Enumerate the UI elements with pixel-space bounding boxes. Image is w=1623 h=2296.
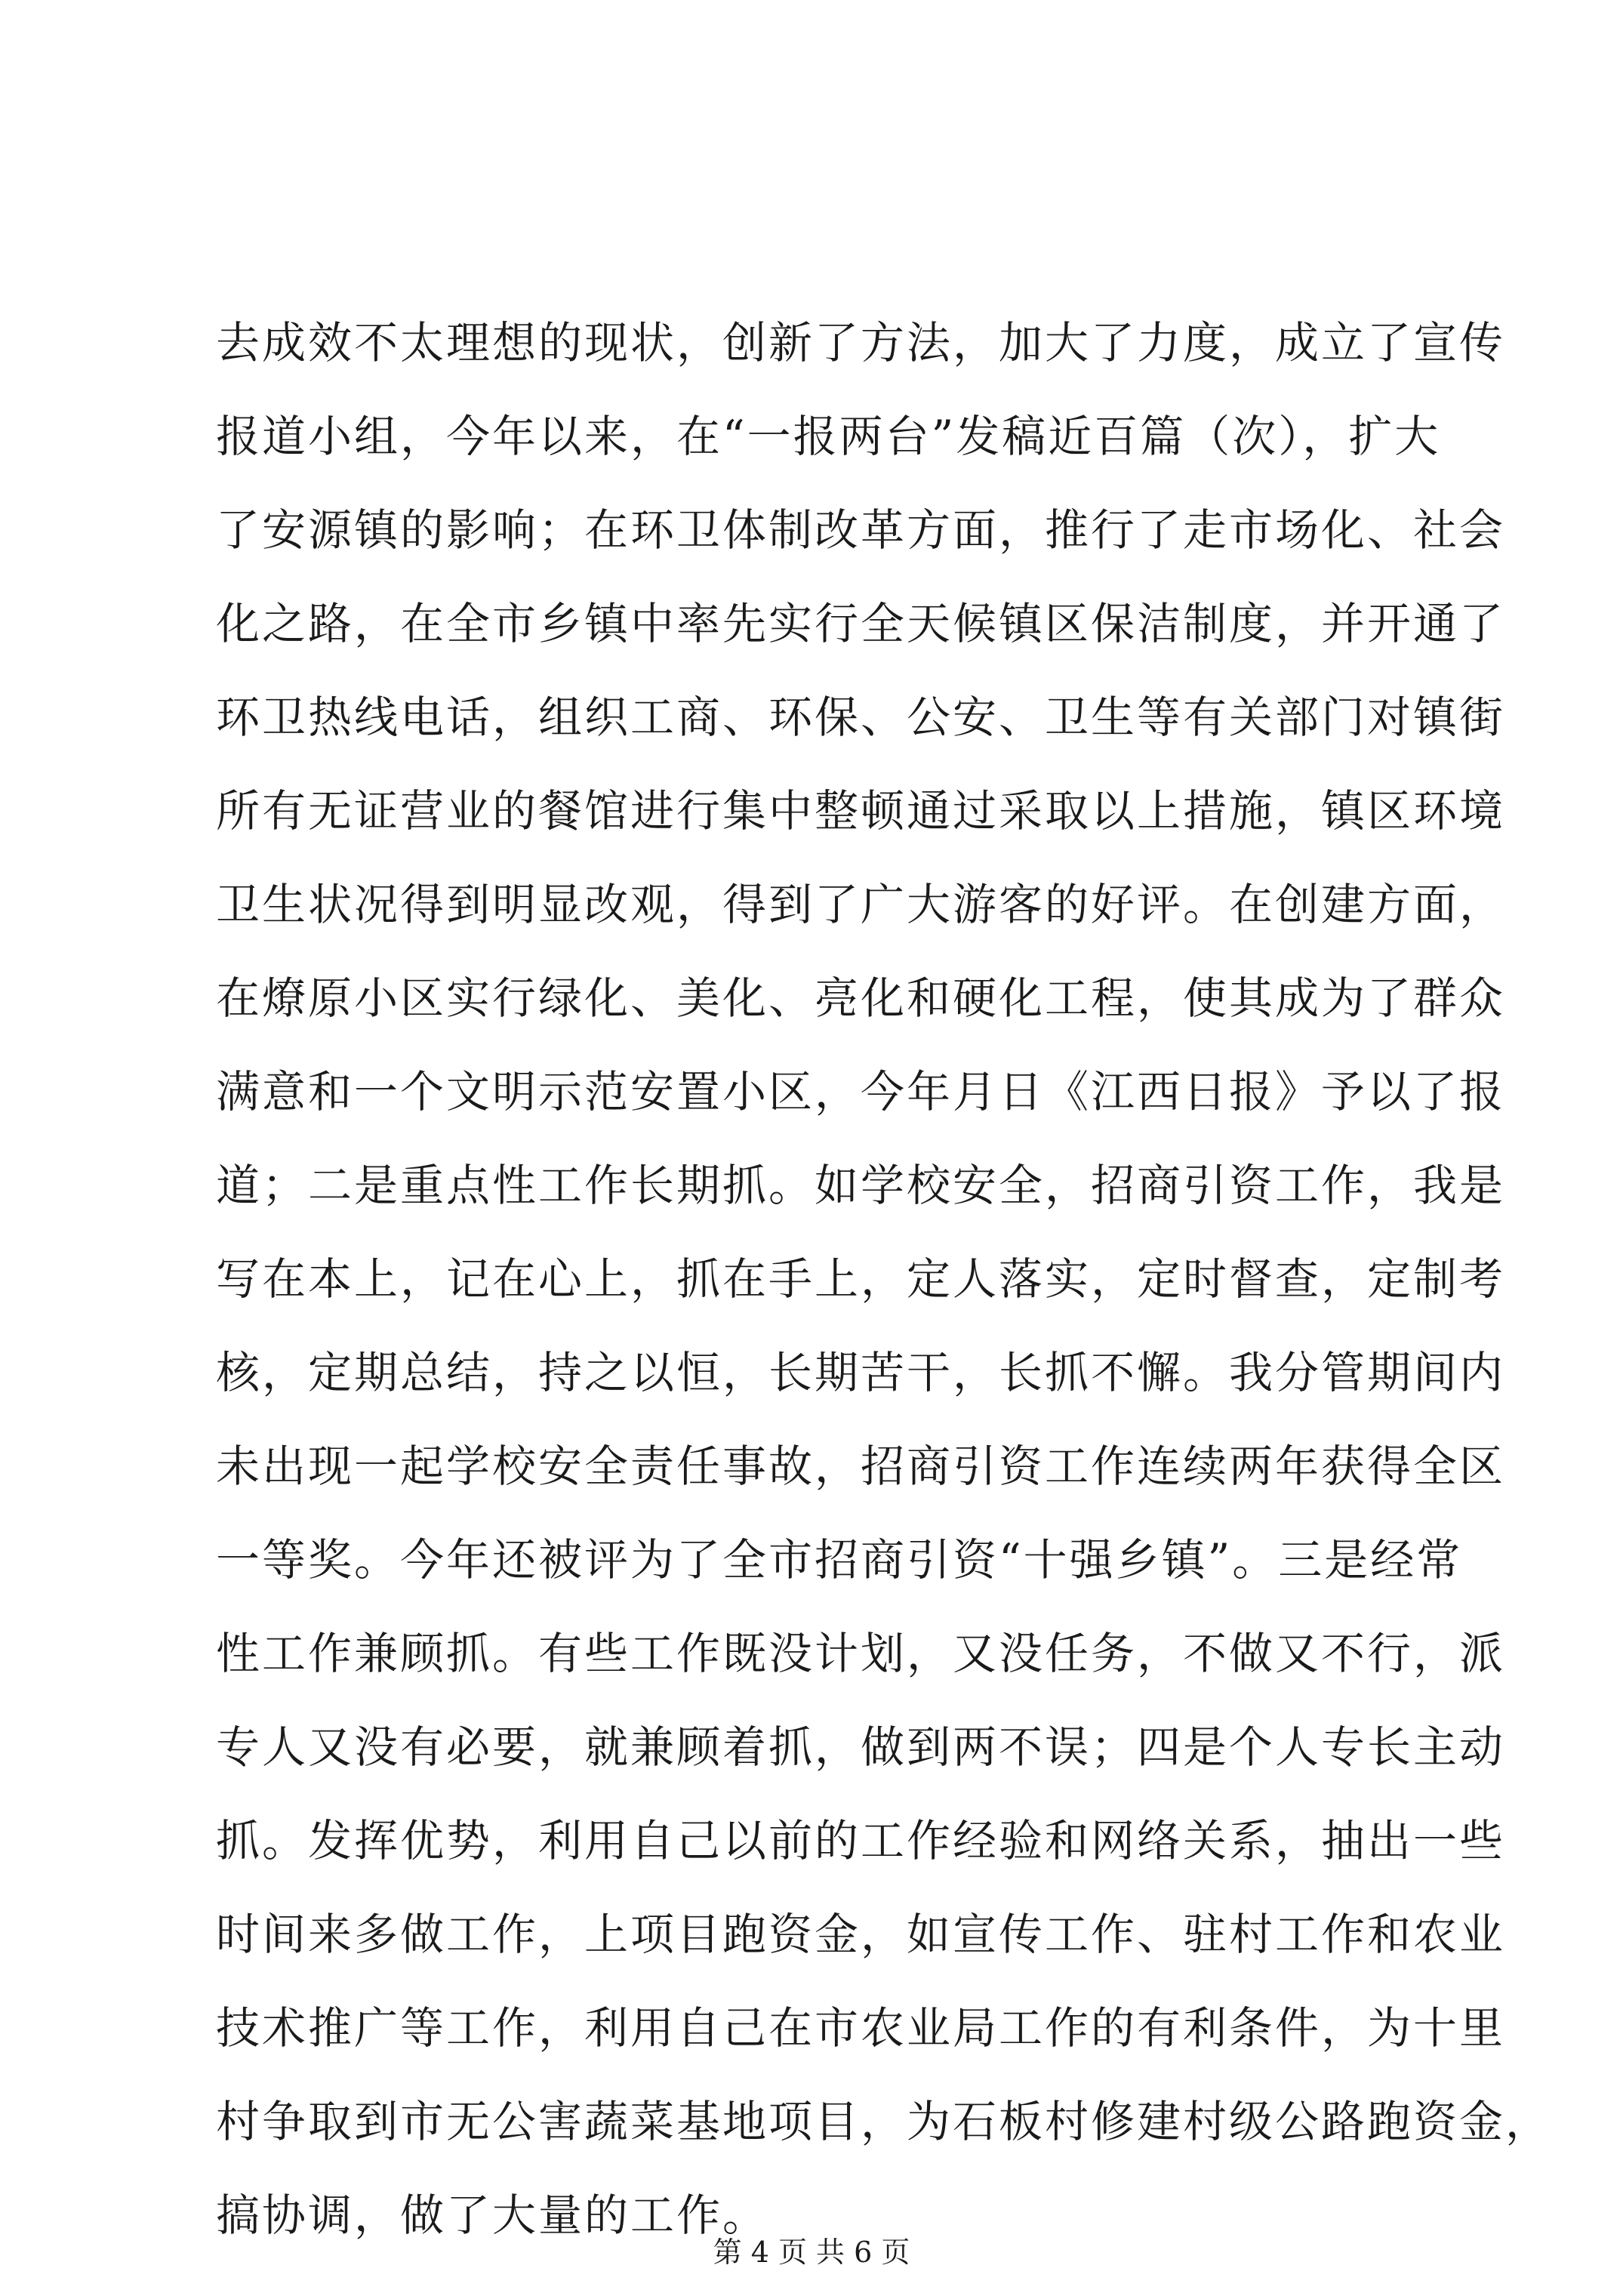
text-line: 化之路，在全市乡镇中率先实行全天候镇区保洁制度，并开通了 bbox=[216, 598, 1506, 649]
text-line: 报道小组，今年以来，在“一报两台”发稿近百篇（次），扩大 bbox=[216, 411, 1441, 462]
text-line: 技术推广等工作，利用自己在市农业局工作的有利条件，为十里 bbox=[216, 2002, 1506, 2054]
text-line: 了安源镇的影响；在环卫体制改革方面，推行了走市场化、社会 bbox=[216, 504, 1506, 556]
text-line: 性工作兼顾抓。有些工作既没计划，又没任务，不做又不行，派 bbox=[216, 1628, 1506, 1679]
text-line: 道；二是重点性工作长期抓。如学校安全，招商引资工作，我是 bbox=[216, 1160, 1506, 1211]
page-number-footer: 第 4 页 共 6 页 bbox=[713, 2236, 910, 2269]
text-line: 卫生状况得到明显改观，得到了广大游客的好评。在创建方面， bbox=[216, 879, 1506, 930]
text-line: 一等奖。今年还被评为了全市招商引资“十强乡镇”。三是经常 bbox=[216, 1534, 1463, 1586]
body-text bbox=[216, 296, 1552, 2262]
text-line: 未出现一起学校安全责任事故，招商引资工作连续两年获得全区 bbox=[216, 1441, 1506, 1492]
text-line: 环卫热线电话，组织工商、环保、公安、卫生等有关部门对镇街 bbox=[216, 692, 1506, 743]
text-line: 搞协调，做了大量的工作。 bbox=[216, 2190, 769, 2241]
text-line: 写在本上，记在心上，抓在手上，定人落实，定时督查，定制考 bbox=[216, 1253, 1506, 1305]
text-line: 去成效不太理想的现状，创新了方法，加大了力度，成立了宣传 bbox=[216, 317, 1506, 368]
text-line: 核，定期总结，持之以恒，长期苦干，长抓不懈。我分管期间内 bbox=[216, 1347, 1506, 1398]
text-line: 时间来多做工作，上项目跑资金，如宣传工作、驻村工作和农业 bbox=[216, 1909, 1506, 1960]
text-line: 满意和一个文明示范安置小区，今年月日《江西日报》予以了报 bbox=[216, 1066, 1506, 1117]
text-line: 村争取到市无公害蔬菜基地项目，为石板村修建村级公路跑资金， bbox=[216, 2096, 1552, 2147]
text-line: 所有无证营业的餐馆进行集中整顿通过采取以上措施，镇区环境 bbox=[216, 785, 1506, 837]
text-line: 在燎原小区实行绿化、美化、亮化和硬化工程，使其成为了群众 bbox=[216, 972, 1506, 1024]
text-line: 专人又没有必要，就兼顾着抓，做到两不误；四是个人专长主动 bbox=[216, 1721, 1506, 1773]
text-line: 抓。发挥优势，利用自己以前的工作经验和网络关系，抽出一些 bbox=[216, 1815, 1506, 1866]
